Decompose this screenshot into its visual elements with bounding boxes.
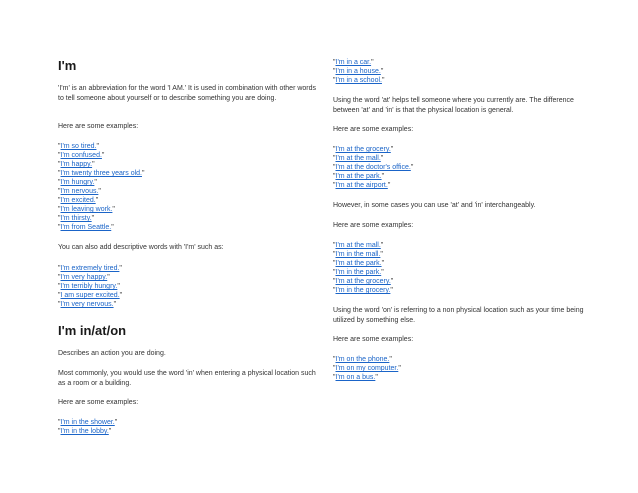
descriptive-intro: You can also add descriptive words with 'I'm' such as: xyxy=(58,244,224,251)
example-link[interactable]: I'm in the mall. xyxy=(335,251,381,258)
example-item xyxy=(333,67,384,76)
close-quote: " xyxy=(380,242,384,249)
open-quote: " xyxy=(58,206,61,213)
example-item xyxy=(333,259,393,268)
example-item xyxy=(58,214,144,223)
example-item xyxy=(333,250,393,259)
open-quote: " xyxy=(58,292,61,299)
open-quote: " xyxy=(58,215,61,222)
open-quote: " xyxy=(58,179,61,186)
example-item xyxy=(333,58,384,67)
example-item xyxy=(333,355,401,364)
close-quote: " xyxy=(390,287,393,294)
example-link[interactable]: I'm at the mall. xyxy=(335,155,381,162)
example-link[interactable]: I'm in the grocery. xyxy=(335,287,391,294)
close-quote: " xyxy=(387,182,391,189)
example-item xyxy=(58,142,144,151)
example-link[interactable]: I'm in a house. xyxy=(335,68,381,75)
example-item xyxy=(333,364,401,373)
close-quote: " xyxy=(108,428,112,435)
open-quote: " xyxy=(333,77,336,84)
example-link[interactable]: I'm excited. xyxy=(60,197,96,204)
open-quote: " xyxy=(58,188,61,195)
close-quote: " xyxy=(111,224,114,231)
open-quote: " xyxy=(333,251,336,258)
example-item xyxy=(333,145,413,154)
example-item xyxy=(58,160,144,169)
example-link[interactable]: I'm at the airport. xyxy=(335,182,388,189)
examples-list-at xyxy=(333,145,413,190)
in-usage: Most commonly, you would use the word 'in' when entering a physical location such as a room or a building. xyxy=(58,370,316,387)
close-quote: " xyxy=(119,265,122,272)
examples-list-top xyxy=(333,58,384,85)
example-link[interactable]: I'm in the shower. xyxy=(60,419,115,426)
examples-intro-1: Here are some examples: xyxy=(58,123,139,130)
close-quote: " xyxy=(381,269,384,276)
im-definition: 'I'm' is an abbreviation for the word 'I AM.' It is used in combination with other words to tell someone about yourself or to describe something you are doing. xyxy=(58,85,317,102)
close-quote: " xyxy=(389,356,392,363)
close-quote: " xyxy=(371,59,374,66)
open-quote: " xyxy=(333,269,336,276)
close-quote: " xyxy=(96,143,99,150)
example-link[interactable]: I'm leaving work. xyxy=(60,206,113,213)
open-quote: " xyxy=(333,356,336,363)
example-link[interactable]: I'm nervous. xyxy=(60,188,99,195)
example-link[interactable]: I'm on the phone. xyxy=(335,356,390,363)
example-item xyxy=(333,163,413,172)
close-quote: " xyxy=(381,260,385,267)
example-link[interactable]: I'm very happy. xyxy=(60,274,108,281)
open-quote: " xyxy=(58,152,61,159)
open-quote: " xyxy=(58,224,61,231)
close-quote: " xyxy=(410,164,414,171)
open-quote: " xyxy=(333,278,336,285)
example-link[interactable]: I'm in the lobby. xyxy=(60,428,109,435)
open-quote: " xyxy=(333,182,336,189)
open-quote: " xyxy=(333,365,336,372)
example-link[interactable]: I'm at the park. xyxy=(335,173,382,180)
example-item xyxy=(58,223,144,232)
close-quote: " xyxy=(380,251,383,258)
close-quote: " xyxy=(381,77,385,84)
open-quote: " xyxy=(333,59,336,66)
open-quote: " xyxy=(58,265,61,272)
close-quote: " xyxy=(141,170,145,177)
open-quote: " xyxy=(333,68,336,75)
close-quote: " xyxy=(101,152,105,159)
example-link[interactable]: I'm so tired. xyxy=(60,143,97,150)
open-quote: " xyxy=(58,428,61,435)
example-item xyxy=(58,273,122,282)
example-link[interactable]: I'm in the park. xyxy=(335,269,382,276)
close-quote: " xyxy=(107,274,110,281)
example-item xyxy=(58,187,144,196)
example-link[interactable]: I'm extremely tired. xyxy=(60,265,120,272)
examples-intro-2: Here are some examples: xyxy=(58,399,139,406)
close-quote: " xyxy=(95,197,99,204)
close-quote: " xyxy=(380,68,384,75)
example-link[interactable]: I'm at the grocery. xyxy=(335,278,391,285)
close-quote: " xyxy=(381,173,385,180)
open-quote: " xyxy=(333,146,336,153)
close-quote: " xyxy=(113,301,117,308)
example-link[interactable]: I am super excited. xyxy=(60,292,120,299)
close-quote: " xyxy=(117,283,120,290)
examples-intro-a: Here are some examples: xyxy=(333,126,414,133)
example-link[interactable]: I'm on my computer. xyxy=(335,365,399,372)
example-link[interactable]: I'm terribly hungry. xyxy=(60,283,118,290)
example-link[interactable]: I'm confused. xyxy=(60,152,102,159)
examples-list-1 xyxy=(58,142,144,232)
close-quote: " xyxy=(91,215,95,222)
open-quote: " xyxy=(58,301,61,308)
close-quote: " xyxy=(98,188,101,195)
examples-list-3 xyxy=(58,418,117,436)
open-quote: " xyxy=(58,161,61,168)
example-item xyxy=(333,154,413,163)
example-item xyxy=(333,277,393,286)
open-quote: " xyxy=(333,260,336,267)
close-quote: " xyxy=(380,155,384,162)
example-item xyxy=(58,169,144,178)
close-quote: " xyxy=(114,419,118,426)
example-item xyxy=(58,205,144,214)
open-quote: " xyxy=(58,283,61,290)
examples-list-2 xyxy=(58,264,122,309)
example-item xyxy=(58,418,117,427)
example-link[interactable]: I'm at the doctor's office. xyxy=(335,164,411,171)
interchange-note: However, in some cases you can use 'at' and 'in' interchangeably. xyxy=(333,202,536,209)
examples-list-mixed xyxy=(333,241,393,295)
close-quote: " xyxy=(390,146,394,153)
open-quote: " xyxy=(333,374,336,381)
example-link[interactable]: I'm on a bus. xyxy=(335,374,376,381)
examples-list-on xyxy=(333,355,401,382)
example-link[interactable]: I'm at the park. xyxy=(335,260,382,267)
close-quote: " xyxy=(94,179,97,186)
example-link[interactable]: I'm at the grocery. xyxy=(335,146,391,153)
close-quote: " xyxy=(398,365,401,372)
example-link[interactable]: I'm happy. xyxy=(60,161,93,168)
examples-intro-b: Here are some examples: xyxy=(333,222,414,229)
in-at-on-description: Describes an action you are doing. xyxy=(58,350,166,357)
open-quote: " xyxy=(58,170,61,177)
example-item xyxy=(58,178,144,187)
open-quote: " xyxy=(333,287,336,294)
on-usage: Using the word 'on' is referring to a non physical location such as your time being utilized by something else. xyxy=(333,307,584,324)
example-item xyxy=(58,291,122,300)
example-link[interactable]: I'm very nervous. xyxy=(60,301,114,308)
example-link[interactable]: I'm from Seattle. xyxy=(60,224,112,231)
open-quote: " xyxy=(58,419,61,426)
example-item xyxy=(333,373,401,382)
example-item xyxy=(58,427,117,436)
in-at-on-heading: I'm in/at/on xyxy=(58,323,127,338)
example-item xyxy=(58,151,144,160)
example-item xyxy=(333,286,393,295)
example-link[interactable]: I'm thirsty. xyxy=(60,215,92,222)
example-link[interactable]: I'm twenty three years old. xyxy=(60,170,142,177)
example-item xyxy=(333,172,413,181)
example-link[interactable]: I'm in a school. xyxy=(335,77,382,84)
open-quote: " xyxy=(333,242,336,249)
close-quote: " xyxy=(119,292,123,299)
example-item xyxy=(333,181,413,190)
example-item xyxy=(58,196,144,205)
open-quote: " xyxy=(333,173,336,180)
open-quote: " xyxy=(58,274,61,281)
close-quote: " xyxy=(390,278,394,285)
open-quote: " xyxy=(333,155,336,162)
open-quote: " xyxy=(333,164,336,171)
example-item xyxy=(58,282,122,291)
close-quote: " xyxy=(92,161,95,168)
examples-intro-c: Here are some examples: xyxy=(333,336,414,343)
example-link[interactable]: I'm hungry. xyxy=(60,179,95,186)
close-quote: " xyxy=(375,374,378,381)
example-item xyxy=(58,264,122,273)
example-link[interactable]: I'm at the mall. xyxy=(335,242,381,249)
example-item xyxy=(333,76,384,85)
example-link[interactable]: I'm in a car. xyxy=(335,59,372,66)
example-item xyxy=(333,268,393,277)
close-quote: " xyxy=(112,206,115,213)
open-quote: " xyxy=(58,143,61,150)
at-usage: Using the word 'at' helps tell someone where you currently are. The difference between 'at' and 'in' is that the physical location is general. xyxy=(333,97,574,114)
open-quote: " xyxy=(58,197,61,204)
example-item xyxy=(333,241,393,250)
example-item xyxy=(58,300,122,309)
im-heading: I'm xyxy=(58,58,77,73)
